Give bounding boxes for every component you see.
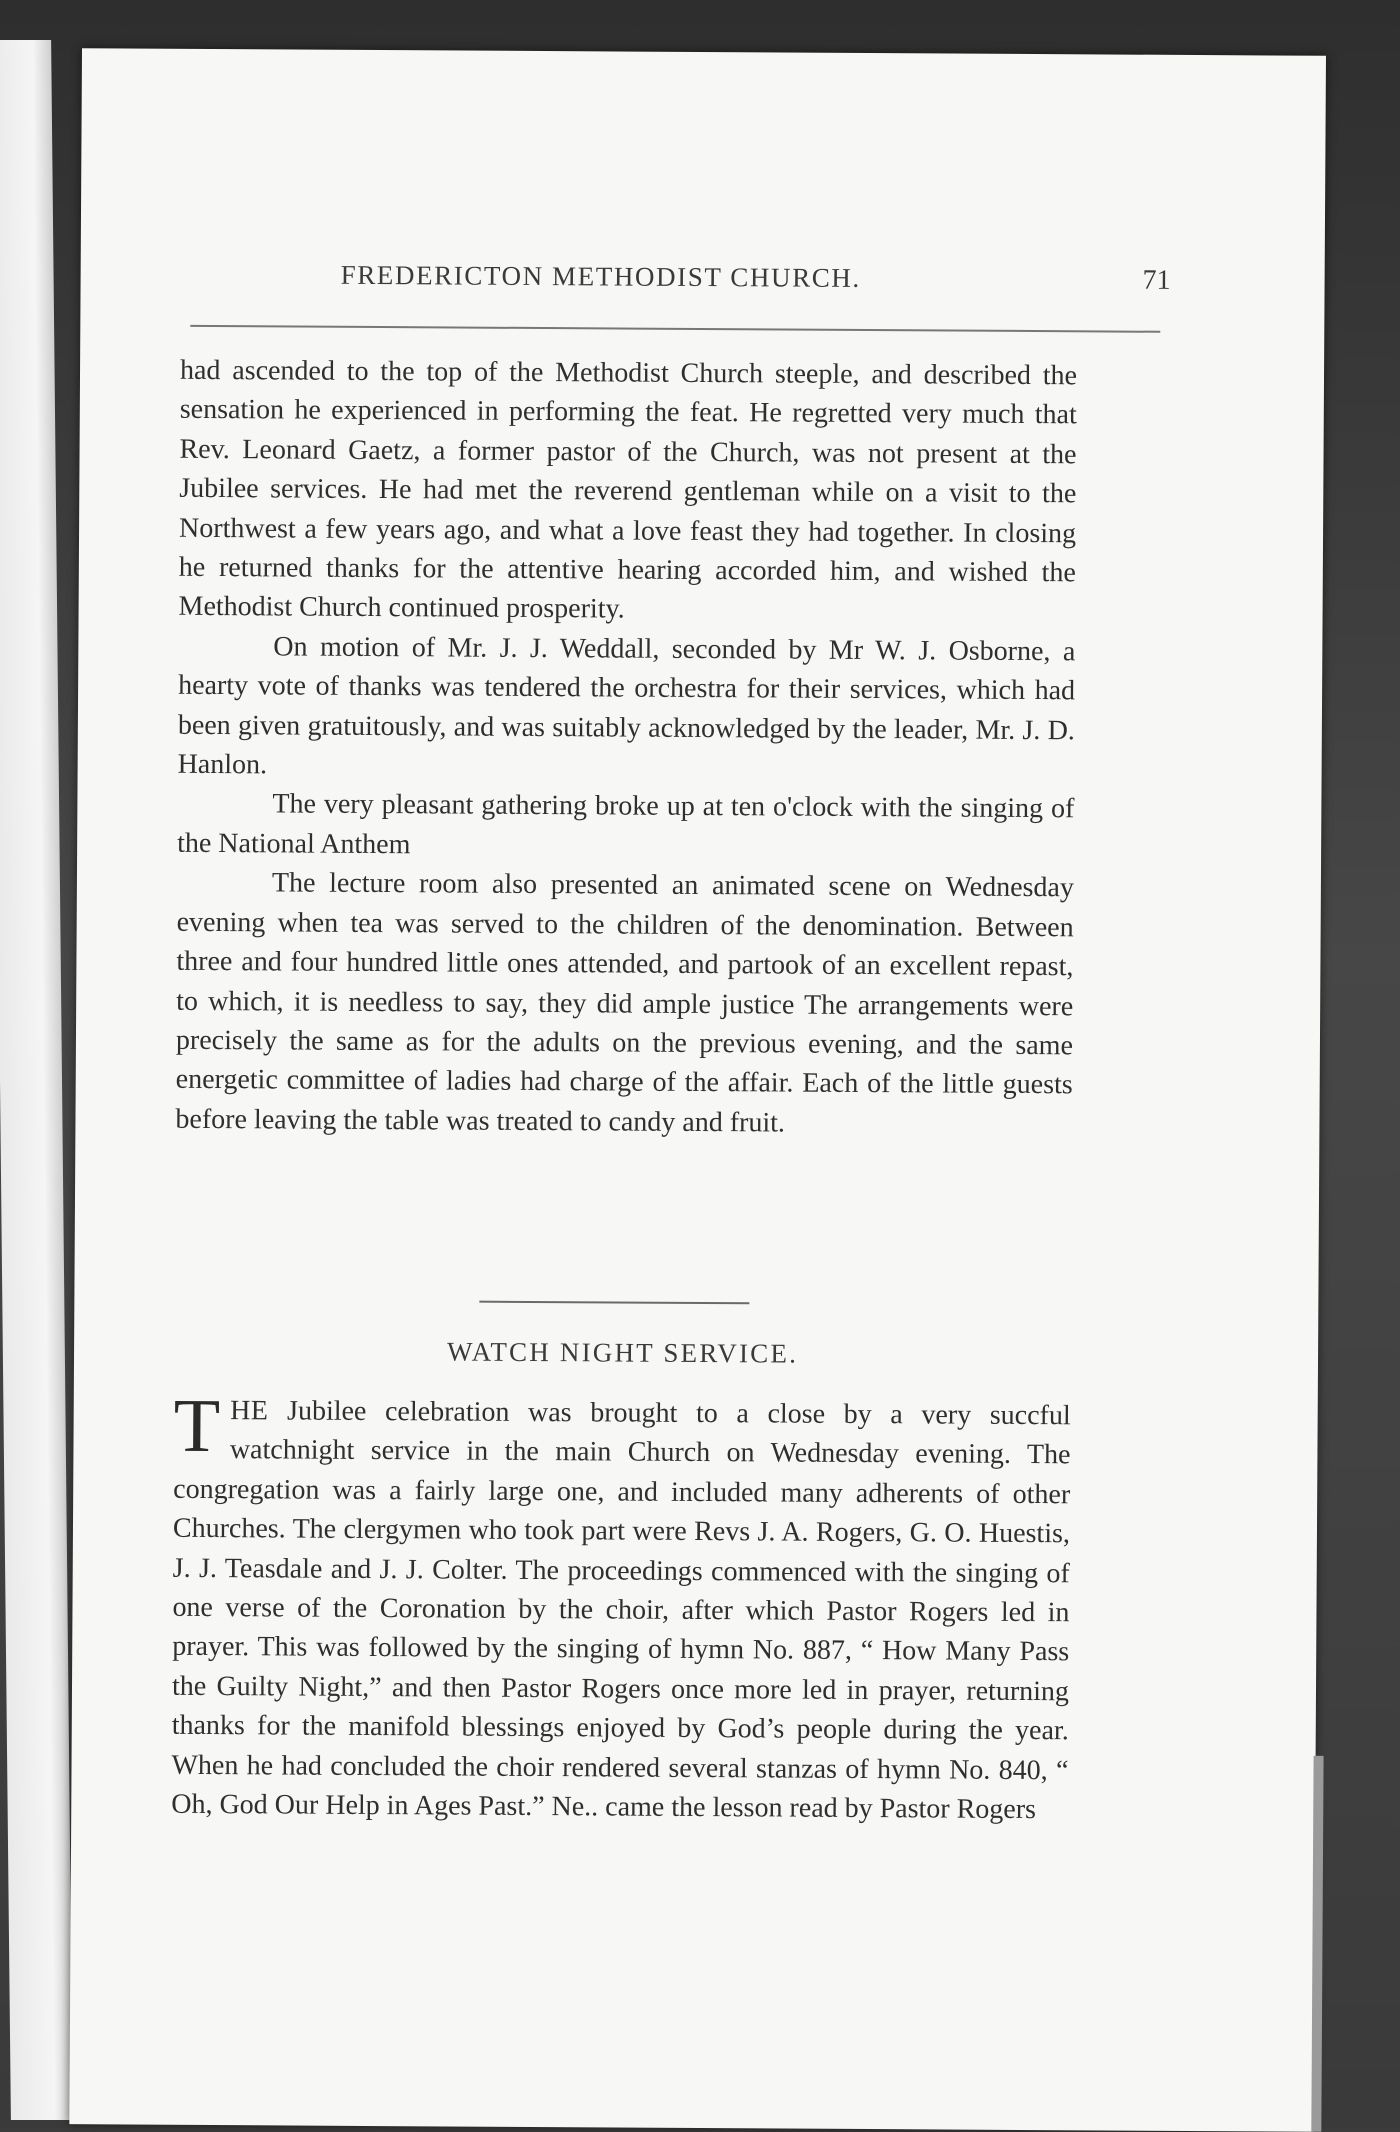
page-number: 71 bbox=[1142, 264, 1171, 296]
paragraph-watch-night bbox=[171, 1383, 1071, 1830]
section-divider bbox=[479, 1301, 749, 1305]
body-text-watch-night bbox=[171, 1383, 1071, 1830]
body-text-top bbox=[175, 351, 1077, 1145]
section-heading: WATCH NIGHT SERVICE. bbox=[446, 1336, 799, 1369]
running-header-title: FREDERICTON METHODIST CHURCH. bbox=[340, 259, 861, 293]
paragraph-lecture-room: The lecture room also presented an animated scene on Wednesday evening when tea was served to the children of the denomination. Between three and four hundred little ones attended, and partook of an excellent repast, to which, it is needless to say, they did ample justice The arrangements were precisely the same as for the adults on the previous evening, and the same energetic committee of ladies had charge of the affair. Each of the little guests before leaving the table was treated to candy and fruit. bbox=[175, 867, 1074, 1139]
paragraph-continued: had ascended to the top of the Methodist Church steeple, and described the sensation he experienced in performing the feat. He regretted very much that Rev. Leonard Gaetz, a former pastor of the Church, was not present at the Jubilee services. He had met the reverend gentleman while on a visit to the Northwest a few years ago, and what a love feast they had together. In closing he returned thanks for the attentive hearing accorded him, and wished the Methodist Church continued prosperity. bbox=[178, 354, 1078, 625]
book-page bbox=[69, 48, 1326, 2132]
running-header bbox=[180, 259, 1170, 315]
paragraph-vote-of-thanks: On motion of Mr. J. J. Weddall, seconded by Mr W. J. Osborne, a hearty vote of thanks was tendered the orchestra for their services, which had been given gratuitously, and was suitably acknowledged by the leader, Mr. J. D. Hanlon. bbox=[177, 631, 1076, 781]
header-rule bbox=[190, 325, 1160, 333]
paragraph-watch-night-text: Jubilee celebration was brought to a close by a very succful watchnight service in the main Church on Wednesday evening. The congregation was a fairly large one, and included many adherents of other Churches. The clergymen who took part were Revs J. A. Rogers, G. O. Huestis, J. J. Teasdale and J. J. Colter. The proceedings commenced with the singing of one verse of the Coronation by the choir, after which Pastor Rogers led in prayer. This was followed by the singing of hymn No. 887, “ How Many Pass the Guilty Night,” and then Pastor Rogers once more led in prayer, returning thanks for the manifold blessings enjoyed by God’s people during the year. When he had concluded the choir rendered several stanzas of hymn No. 840, “ Oh, God Our Help in Ages Past.” Ne.. came the lesson read by Pastor Rogers bbox=[171, 1395, 1071, 1826]
first-word-rest: HE bbox=[230, 1395, 269, 1427]
paragraph-national-anthem: The very pleasant gathering broke up at ten o'clock with the singing of the National Anthem bbox=[177, 788, 1075, 861]
drop-cap: T bbox=[173, 1383, 221, 1469]
